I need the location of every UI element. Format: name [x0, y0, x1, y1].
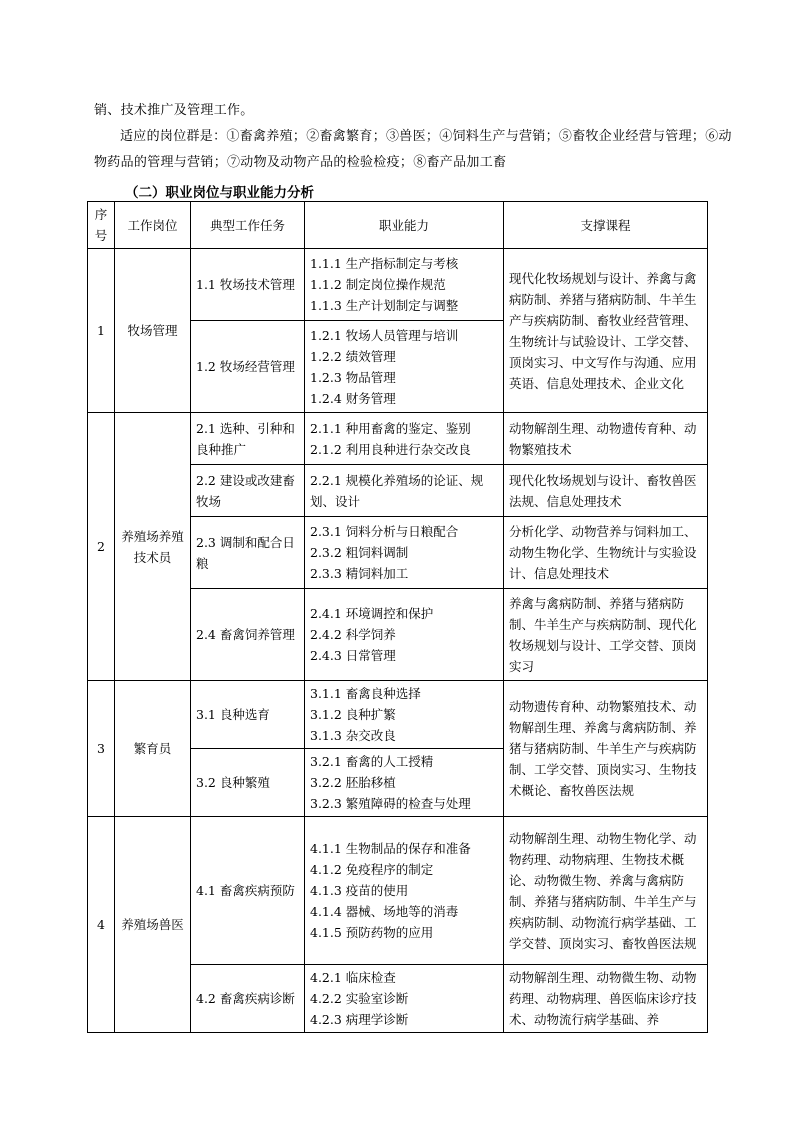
course-cell: 动物遗传育种、动物繁殖技术、动物解剖生理、养禽与禽病防制、养猪与猪病防制、牛羊生产与疾病防制、工学交替、顶岗实习、生物技术概论、畜牧兽医法规 [504, 681, 708, 817]
ability-item: 4.1.5 预防药物的应用 [310, 925, 434, 940]
ability-item: 4.1.3 疫苗的使用 [310, 883, 409, 898]
ability-item: 1.2.1 牧场人员管理与培训 [310, 327, 459, 343]
row-no: 4 [88, 817, 115, 1033]
ability-item: 2.1.2 利用良种进行杂交改良 [310, 441, 471, 457]
table-header-row [88, 202, 708, 249]
task-cell: 2.2 建设或改建畜牧场 [191, 465, 305, 517]
header-no: 序号 [88, 202, 115, 249]
ability-item: 4.1.1 生物制品的保存和准备 [310, 841, 471, 856]
course-cell: 现代化牧场规划与设计、畜牧兽医法规、信息处理技术 [504, 465, 708, 517]
ability-item: 2.4.1 环境调控和保护 [310, 606, 434, 621]
course-cell: 养禽与禽病防制、养猪与猪病防制、牛羊生产与疾病防制、现代化牧场规划与设计、工学交替、顶岗实习 [504, 589, 708, 681]
ability-cell [305, 749, 504, 817]
task-cell: 4.1 畜禽疾病预防 [191, 817, 305, 965]
ability-item: 3.2.1 畜禽的人工授精 [310, 754, 434, 769]
ability-item: 1.2.4 财务管理 [310, 390, 396, 406]
ability-cell [305, 681, 504, 749]
ability-item: 2.3.1 饲料分析与日粮配合 [310, 524, 459, 539]
ability-item: 3.2.3 繁殖障碍的检查与处理 [310, 796, 471, 811]
table-row [88, 817, 708, 965]
ability-item: 2.4.3 日常管理 [310, 648, 396, 663]
ability-item: 1.2.3 物品管理 [310, 369, 396, 385]
row-post: 养殖场兽医 [115, 817, 191, 1033]
intro-line-1: 销、技术推广及管理工作。 [94, 103, 254, 118]
course-cell: 现代化牧场规划与设计、养禽与禽病防制、养猪与猪病防制、牛羊生产与疾病防制、畜牧业经营管理、生物统计与试验设计、工学交替、顶岗实习、中文写作与沟通、应用英语、信息处理技术、企业文化 [504, 249, 708, 413]
header-post: 工作岗位 [115, 202, 191, 249]
ability-cell [305, 517, 504, 589]
ability-item: 4.2.1 临床检查 [310, 970, 396, 985]
ability-cell [305, 817, 504, 965]
ability-item: 4.1.4 器械、场地等的消毒 [310, 904, 459, 919]
ability-item: 4.2.3 病理学诊断 [310, 1012, 409, 1027]
ability-item: 2.4.2 科学饲养 [310, 627, 396, 642]
intro-paragraph: 适应的岗位群是：①畜禽养殖；②畜禽繁育；③兽医；④饲料生产与营销；⑤畜牧企业经营与管理；⑥动物药品的管理与营销；⑦动物及动物产品的检验检疫；⑧畜产品加工畜 [94, 129, 732, 170]
ability-item: 2.3.3 精饲料加工 [310, 566, 409, 581]
course-cell: 分析化学、动物营养与饲料加工、动物生物化学、生物统计与实验设计、信息处理技术 [504, 517, 708, 589]
ability-table [87, 201, 708, 1033]
table-row [88, 249, 708, 321]
ability-item: 3.2.2 胚胎移植 [310, 775, 396, 790]
row-post: 繁育员 [115, 681, 191, 817]
row-no: 3 [88, 681, 115, 817]
ability-cell [305, 413, 504, 465]
header-course: 支撑课程 [504, 202, 708, 249]
ability-item: 1.1.1 生产指标制定与考核 [310, 256, 459, 271]
task-cell: 1.2 牧场经营管理 [191, 321, 305, 413]
ability-item: 3.1.2 良种扩繁 [310, 707, 396, 722]
row-post: 养殖场养殖技术员 [115, 413, 191, 681]
table-row [88, 681, 708, 749]
course-cell: 动物解剖生理、动物遗传育种、动物繁殖技术 [504, 413, 708, 465]
ability-item: 1.2.2 绩效管理 [310, 348, 396, 364]
ability-item: 1.1.2 制定岗位操作规范 [310, 277, 446, 292]
ability-item: 2.1.1 种用畜禽的鉴定、鉴别 [310, 420, 471, 436]
task-cell: 3.2 良种繁殖 [191, 749, 305, 817]
task-cell: 2.4 畜禽饲养管理 [191, 589, 305, 681]
task-cell: 2.1 选种、引种和良种推广 [191, 413, 305, 465]
ability-item: 3.1.1 畜禽良种选择 [310, 686, 421, 701]
row-post: 牧场管理 [115, 249, 191, 413]
row-no: 1 [88, 249, 115, 413]
header-ability: 职业能力 [305, 202, 504, 249]
ability-item: 3.1.3 杂交改良 [310, 728, 396, 743]
task-cell: 4.2 畜禽疾病诊断 [191, 965, 305, 1033]
ability-item: 2.3.2 粗饲料调制 [310, 545, 409, 560]
ability-cell [305, 589, 504, 681]
table-row [88, 413, 708, 465]
header-task: 典型工作任务 [191, 202, 305, 249]
ability-item: 4.1.2 免疫程序的制定 [310, 862, 434, 877]
section-title: （二）职业岗位与职业能力分析 [125, 185, 314, 201]
course-cell: 动物解剖生理、动物微生物、动物药理、动物病理、兽医临床诊疗技术、动物流行病学基础、养 [504, 965, 708, 1033]
ability-item: 4.2.2 实验室诊断 [310, 991, 409, 1006]
task-cell: 3.1 良种选育 [191, 681, 305, 749]
ability-cell [305, 965, 504, 1033]
task-cell: 2.3 调制和配合日粮 [191, 517, 305, 589]
row-no: 2 [88, 413, 115, 681]
ability-cell [305, 249, 504, 321]
task-cell: 1.1 牧场技术管理 [191, 249, 305, 321]
ability-cell: 2.2.1 规模化养殖场的论证、规划、设计 [305, 465, 504, 517]
ability-item: 1.1.3 生产计划制定与调整 [310, 298, 459, 313]
course-cell: 动物解剖生理、动物生物化学、动物药理、动物病理、生物技术概论、动物微生物、养禽与禽病防制、养猪与猪病防制、牛羊生产与疾病防制、动物流行病学基础、工学交替、顶岗实习、畜牧兽医法规 [504, 817, 708, 965]
ability-cell [305, 321, 504, 413]
